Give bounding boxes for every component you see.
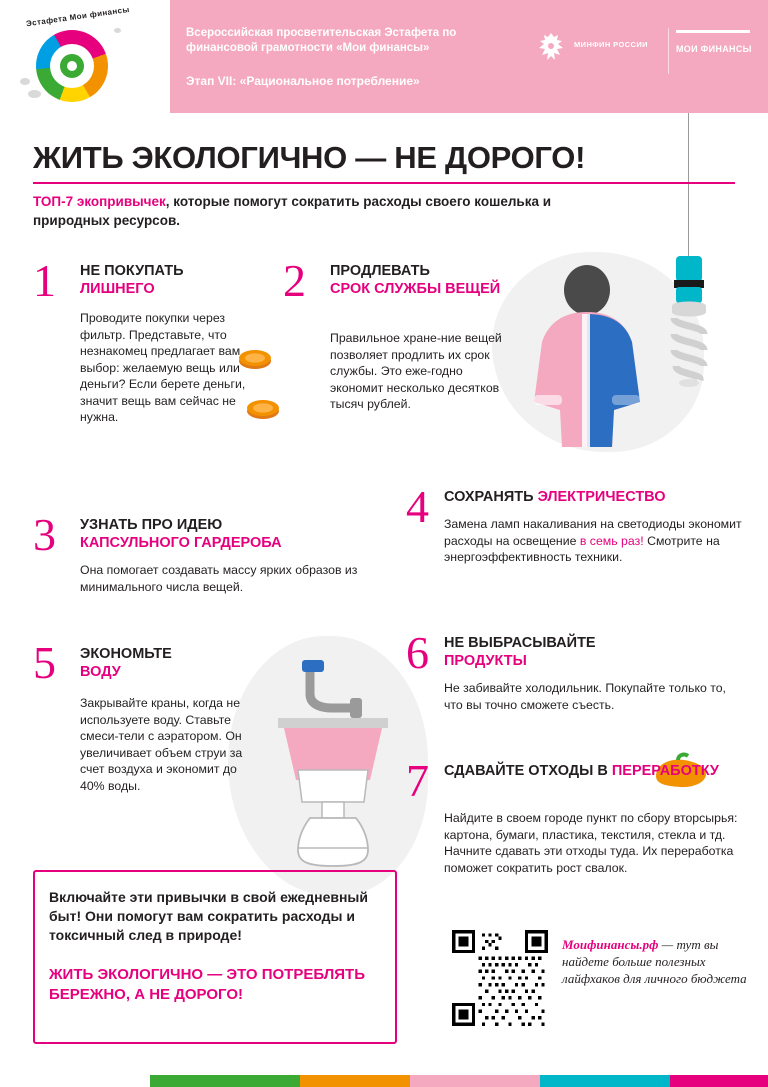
header-banner [0,0,768,113]
minfin-label: МИНФИН РОССИИ [574,40,648,49]
item-number: 6 [406,627,429,678]
qr-caption [562,936,762,987]
moifinansy-brand [676,30,760,54]
item-heading [80,262,260,298]
strip-green [150,1075,300,1087]
strip-orange [300,1075,410,1087]
coin-icon [246,398,280,425]
item-heading-accent: ВОДУ [80,664,121,680]
item-number: 1 [33,255,56,306]
item-heading-main: СОХРАНЯТЬ [444,489,538,505]
bulb-cord [688,113,689,261]
item-heading-accent: ПРОДУКТЫ [444,653,527,669]
callout-bottom-text: ЖИТЬ ЭКОЛОГИЧНО — ЭТО ПОТРЕБЛЯТЬ БЕРЕЖНО, А НЕ ДОРОГО! [49,966,365,1003]
item-heading-main: НЕ ПОКУПАТЬ [80,263,184,279]
callout-top-text: Включайте эти привычки в свой ежедневный быт! Они помогут вам сократить расходы и токсичный след в природе! [49,889,368,943]
item-heading [444,488,744,506]
lead-rest: , которые помогут сократить расходы своего кошелька и природных ресурсов. [33,194,552,228]
item-heading-main: НЕ ВЫБРАСЫВАЙТЕ [444,635,596,651]
lead-paragraph [33,192,553,230]
site-link[interactable]: Моифинансы.рф [562,937,659,952]
strip-magenta [670,1075,768,1087]
item-body-part1: Замена ламп накаливания на светодиоды экономит расходы на освещение [444,517,742,548]
double-eagle-icon [536,30,566,68]
logo-speck-icon [28,90,41,98]
item-body: Найдите в своем городе пункт по сбору вторсырья: картона, бумаги, пластика, текстиля, стекла и тд. Начните сдавать эти отходы туда. Их переработка поможет сократить рост свалок. [444,811,738,875]
item-heading [80,645,260,681]
item-number: 2 [283,255,306,306]
logo-center-dot-icon [60,54,84,78]
item-number: 4 [406,481,429,532]
item-body [444,516,744,566]
qr-caption-text: — тут вы найдете больше полезных лайфхаков для личного бюджета [562,937,747,986]
item-heading-accent: КАПСУЛЬНОГО ГАРДЕРОБА [80,535,282,551]
item-heading-main: СДАВАЙТЕ ОТХОДЫ В [444,763,612,779]
item-body-part2: Смотрите на энергоэффективность техники. [444,533,720,564]
item-body: Закрывайте краны, когда не используете воду. Ставьте смеси-тели с аэратором. Он увеличивает объем струи за счет воздуха и экономит до 40% воды. [80,696,243,793]
jacket-illustration [512,262,662,452]
item-body: Правильное хране-ние вещей позволяет продлить их срок службы. Это еже-годно экономит несколько десятков тысяч рублей. [330,331,502,411]
qr-code[interactable] [452,930,548,1026]
item-heading-main: ПРОДЛЕВАТЬ [330,263,430,279]
brand-bar-icon [676,30,750,33]
item-heading [444,762,734,780]
item-number: 7 [406,755,429,806]
item-heading-accent: ПЕРЕРАБОТКУ [611,763,719,779]
header-title: Всероссийская просветительская Эстафета по финансовой грамотности «Мои финансы» [186,27,457,54]
item-heading [444,634,734,670]
item-body: Она помогает создавать массу ярких образов из минимального числа вещей. [80,563,358,594]
title-rule [33,182,735,184]
header-divider [668,28,669,74]
lead-highlight: ТОП-7 экопривычек [33,194,166,209]
item-number: 3 [33,509,56,560]
strip-pink-light [410,1075,540,1087]
item-heading-accent: ЛИШНЕГО [80,281,155,297]
logo-speck-icon [114,28,121,33]
logo-arc-label: Эстафета Мои финансы [25,4,131,29]
item-heading-main: УЗНАТЬ ПРО ИДЕЮ [80,517,223,533]
estafeta-logo [14,4,156,105]
minfin-emblem [536,28,666,74]
strip-cyan [540,1075,670,1087]
item-body-accent: в семь раз! [579,533,644,548]
item-heading-accent: СРОК СЛУЖБЫ ВЕЩЕЙ [330,281,501,297]
led-bulb-illustration [656,256,722,388]
item-heading-main: ЭКОНОМЬТЕ [80,646,172,662]
item-body: Проводите покупки через фильтр. Представьте, что незнакомец предлагает вам выбор: желаемую вещь или деньги? Если берете деньги, значит вещь вам сейчас не нужна. [80,311,246,424]
item-number: 5 [33,637,56,688]
tap-and-bottle-illustration [258,652,428,872]
logo-panel [0,0,170,113]
logo-speck-icon [20,78,30,85]
brand-label: МОИ ФИНАНСЫ [676,44,752,54]
bottom-color-strip [0,1075,768,1087]
header-stage: Этап VII: «Рациональное потребление» [186,74,420,88]
item-heading [330,262,520,298]
item-heading [80,516,360,552]
page-title: ЖИТЬ ЭКОЛОГИЧНО — НЕ ДОРОГО! [33,140,586,175]
item-body: Не забивайте холодильник. Покупайте только то, что вы точно сможете съесть. [444,681,726,712]
item-heading-accent: ЭЛЕКТРИЧЕСТВО [537,489,666,505]
